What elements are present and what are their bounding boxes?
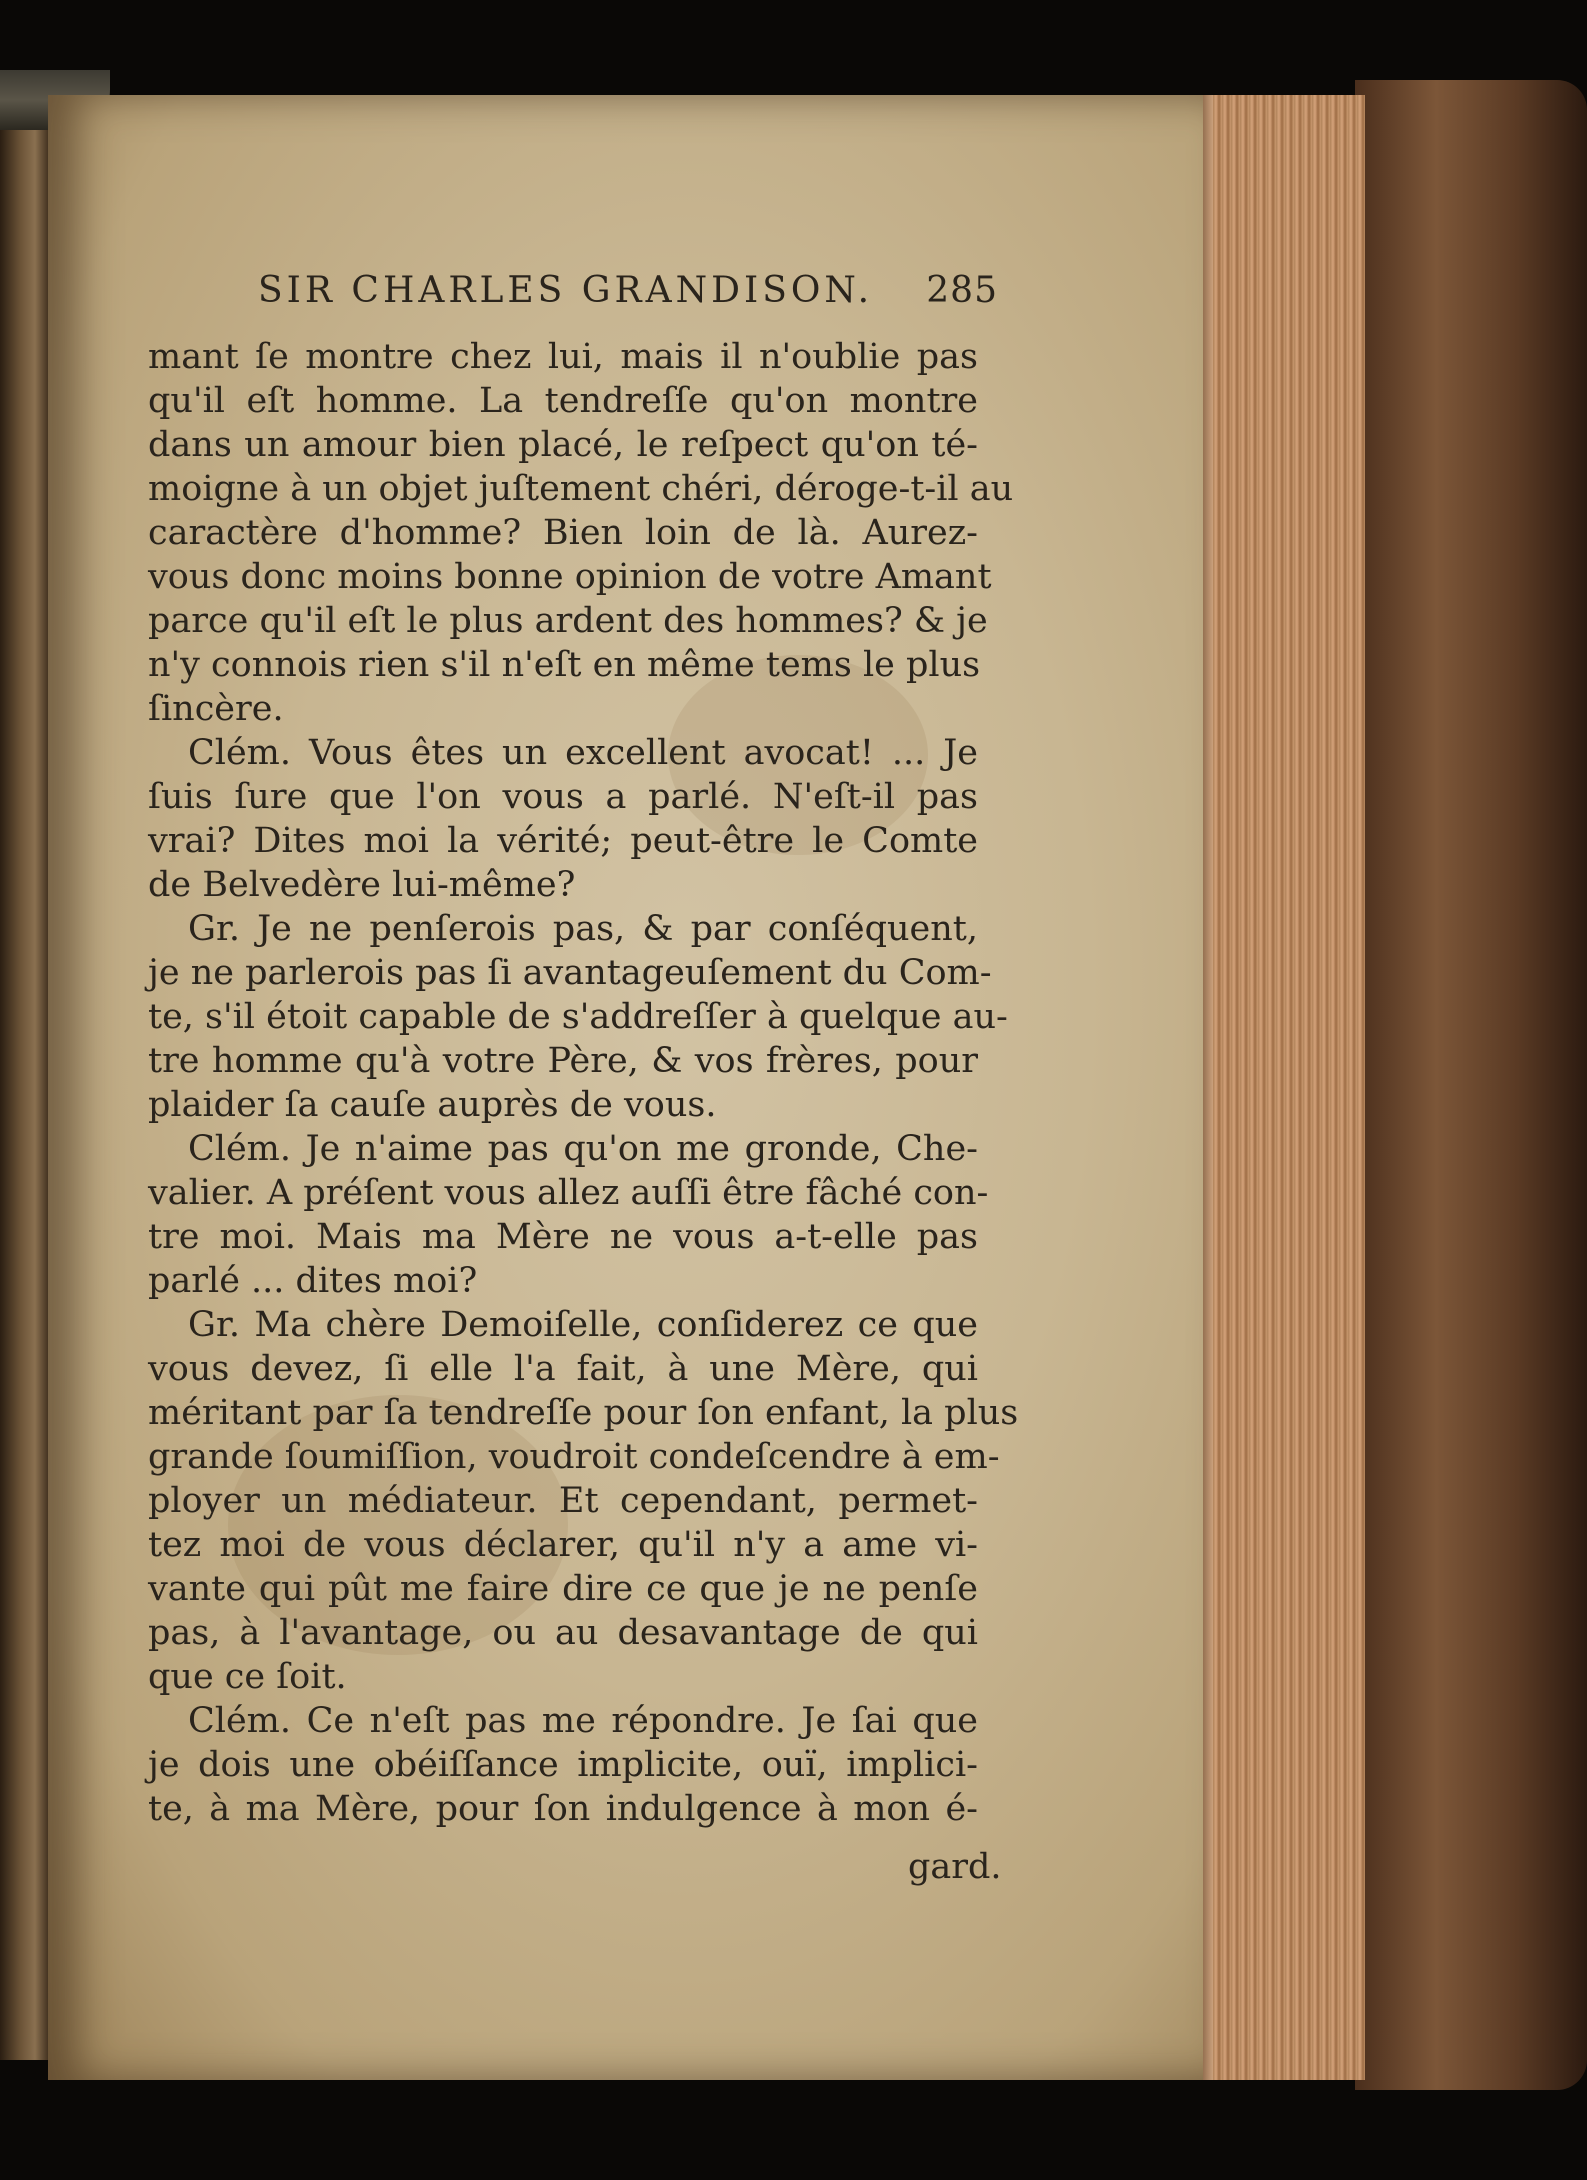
catchword: gard. (908, 1847, 1002, 1887)
text-line: vous devez, ſi elle l'a fait, à une Mère, qui (148, 1349, 978, 1389)
text-line: dans un amour bien placé, le reſpect qu'on té- (148, 425, 978, 465)
page-edges (1195, 95, 1365, 2080)
text-line: je dois une obéiſſance implicite, ouï, implici- (148, 1745, 978, 1785)
page-number: 285 (926, 270, 998, 311)
text-line: Gr. Je ne penſerois pas, & par conſéquent, (188, 909, 978, 949)
text-line: que ce ſoit. (148, 1657, 347, 1697)
text-line: de Belvedère lui-même? (148, 865, 576, 905)
text-line: pas, à l'avantage, ou au desavantage de qui (148, 1613, 978, 1653)
text-line: Gr. Ma chère Demoiſelle, conſiderez ce que (188, 1305, 978, 1345)
text-line: grande ſoumiſſion, voudroit condeſcendre à em- (148, 1437, 1000, 1477)
text-line: vante qui pût me faire dire ce que je ne penſe (148, 1569, 978, 1609)
running-head: SIR CHARLES GRANDISON. (258, 270, 874, 311)
text-line: Clém. Ce n'eſt pas me répondre. Je ſai que (188, 1701, 978, 1741)
page-header (258, 270, 998, 320)
text-line: Clém. Vous êtes un excellent avocat! ... Je (188, 733, 978, 773)
text-line: moigne à un objet juſtement chéri, déroge-t-il au (148, 469, 1014, 509)
text-line: tre homme qu'à votre Père, & vos frères, pour (148, 1041, 978, 1081)
text-line: tez moi de vous déclarer, qu'il n'y a ame vi- (148, 1525, 978, 1565)
text-line: parlé ... dites moi? (148, 1261, 478, 1301)
text-line: tre moi. Mais ma Mère ne vous a-t-elle pas (148, 1217, 978, 1257)
text-line: ſuis ſure que l'on vous a parlé. N'eſt-il pas (148, 777, 978, 817)
text-line: valier. A préſent vous allez auſſi être fâché con- (148, 1173, 989, 1213)
text-line: méritant par ſa tendreſſe pour ſon enfant, la plus (148, 1393, 1019, 1433)
text-line: caractère d'homme? Bien loin de là. Aurez- (148, 513, 978, 553)
text-line: te, s'il étoit capable de s'addreſſer à quelque au- (148, 997, 1008, 1037)
text-line: plaider ſa cauſe auprès de vous. (148, 1085, 717, 1125)
text-line: je ne parlerois pas ſi avantageuſement du Com- (148, 953, 992, 993)
text-line: Clém. Je n'aime pas qu'on me gronde, Che- (188, 1129, 978, 1169)
text-line: vrai? Dites moi la vérité; peut-être le Comte (148, 821, 978, 861)
text-line: parce qu'il eſt le plus ardent des hommes? & je (148, 601, 988, 641)
text-line: ployer un médiateur. Et cependant, permet- (148, 1481, 978, 1521)
text-line: n'y connois rien s'il n'eſt en même tems le plus (148, 645, 981, 685)
text-line: mant ſe montre chez lui, mais il n'oublie pas (148, 337, 978, 377)
back-cover (1355, 80, 1587, 2090)
text-line: qu'il eſt homme. La tendreſſe qu'on montre (148, 381, 978, 421)
text-line: te, à ma Mère, pour ſon indulgence à mon é- (148, 1789, 978, 1829)
text-line: vous donc moins bonne opinion de votre Amant (148, 557, 992, 597)
text-line: ſincère. (148, 689, 284, 729)
facing-page-edge (0, 100, 50, 2060)
